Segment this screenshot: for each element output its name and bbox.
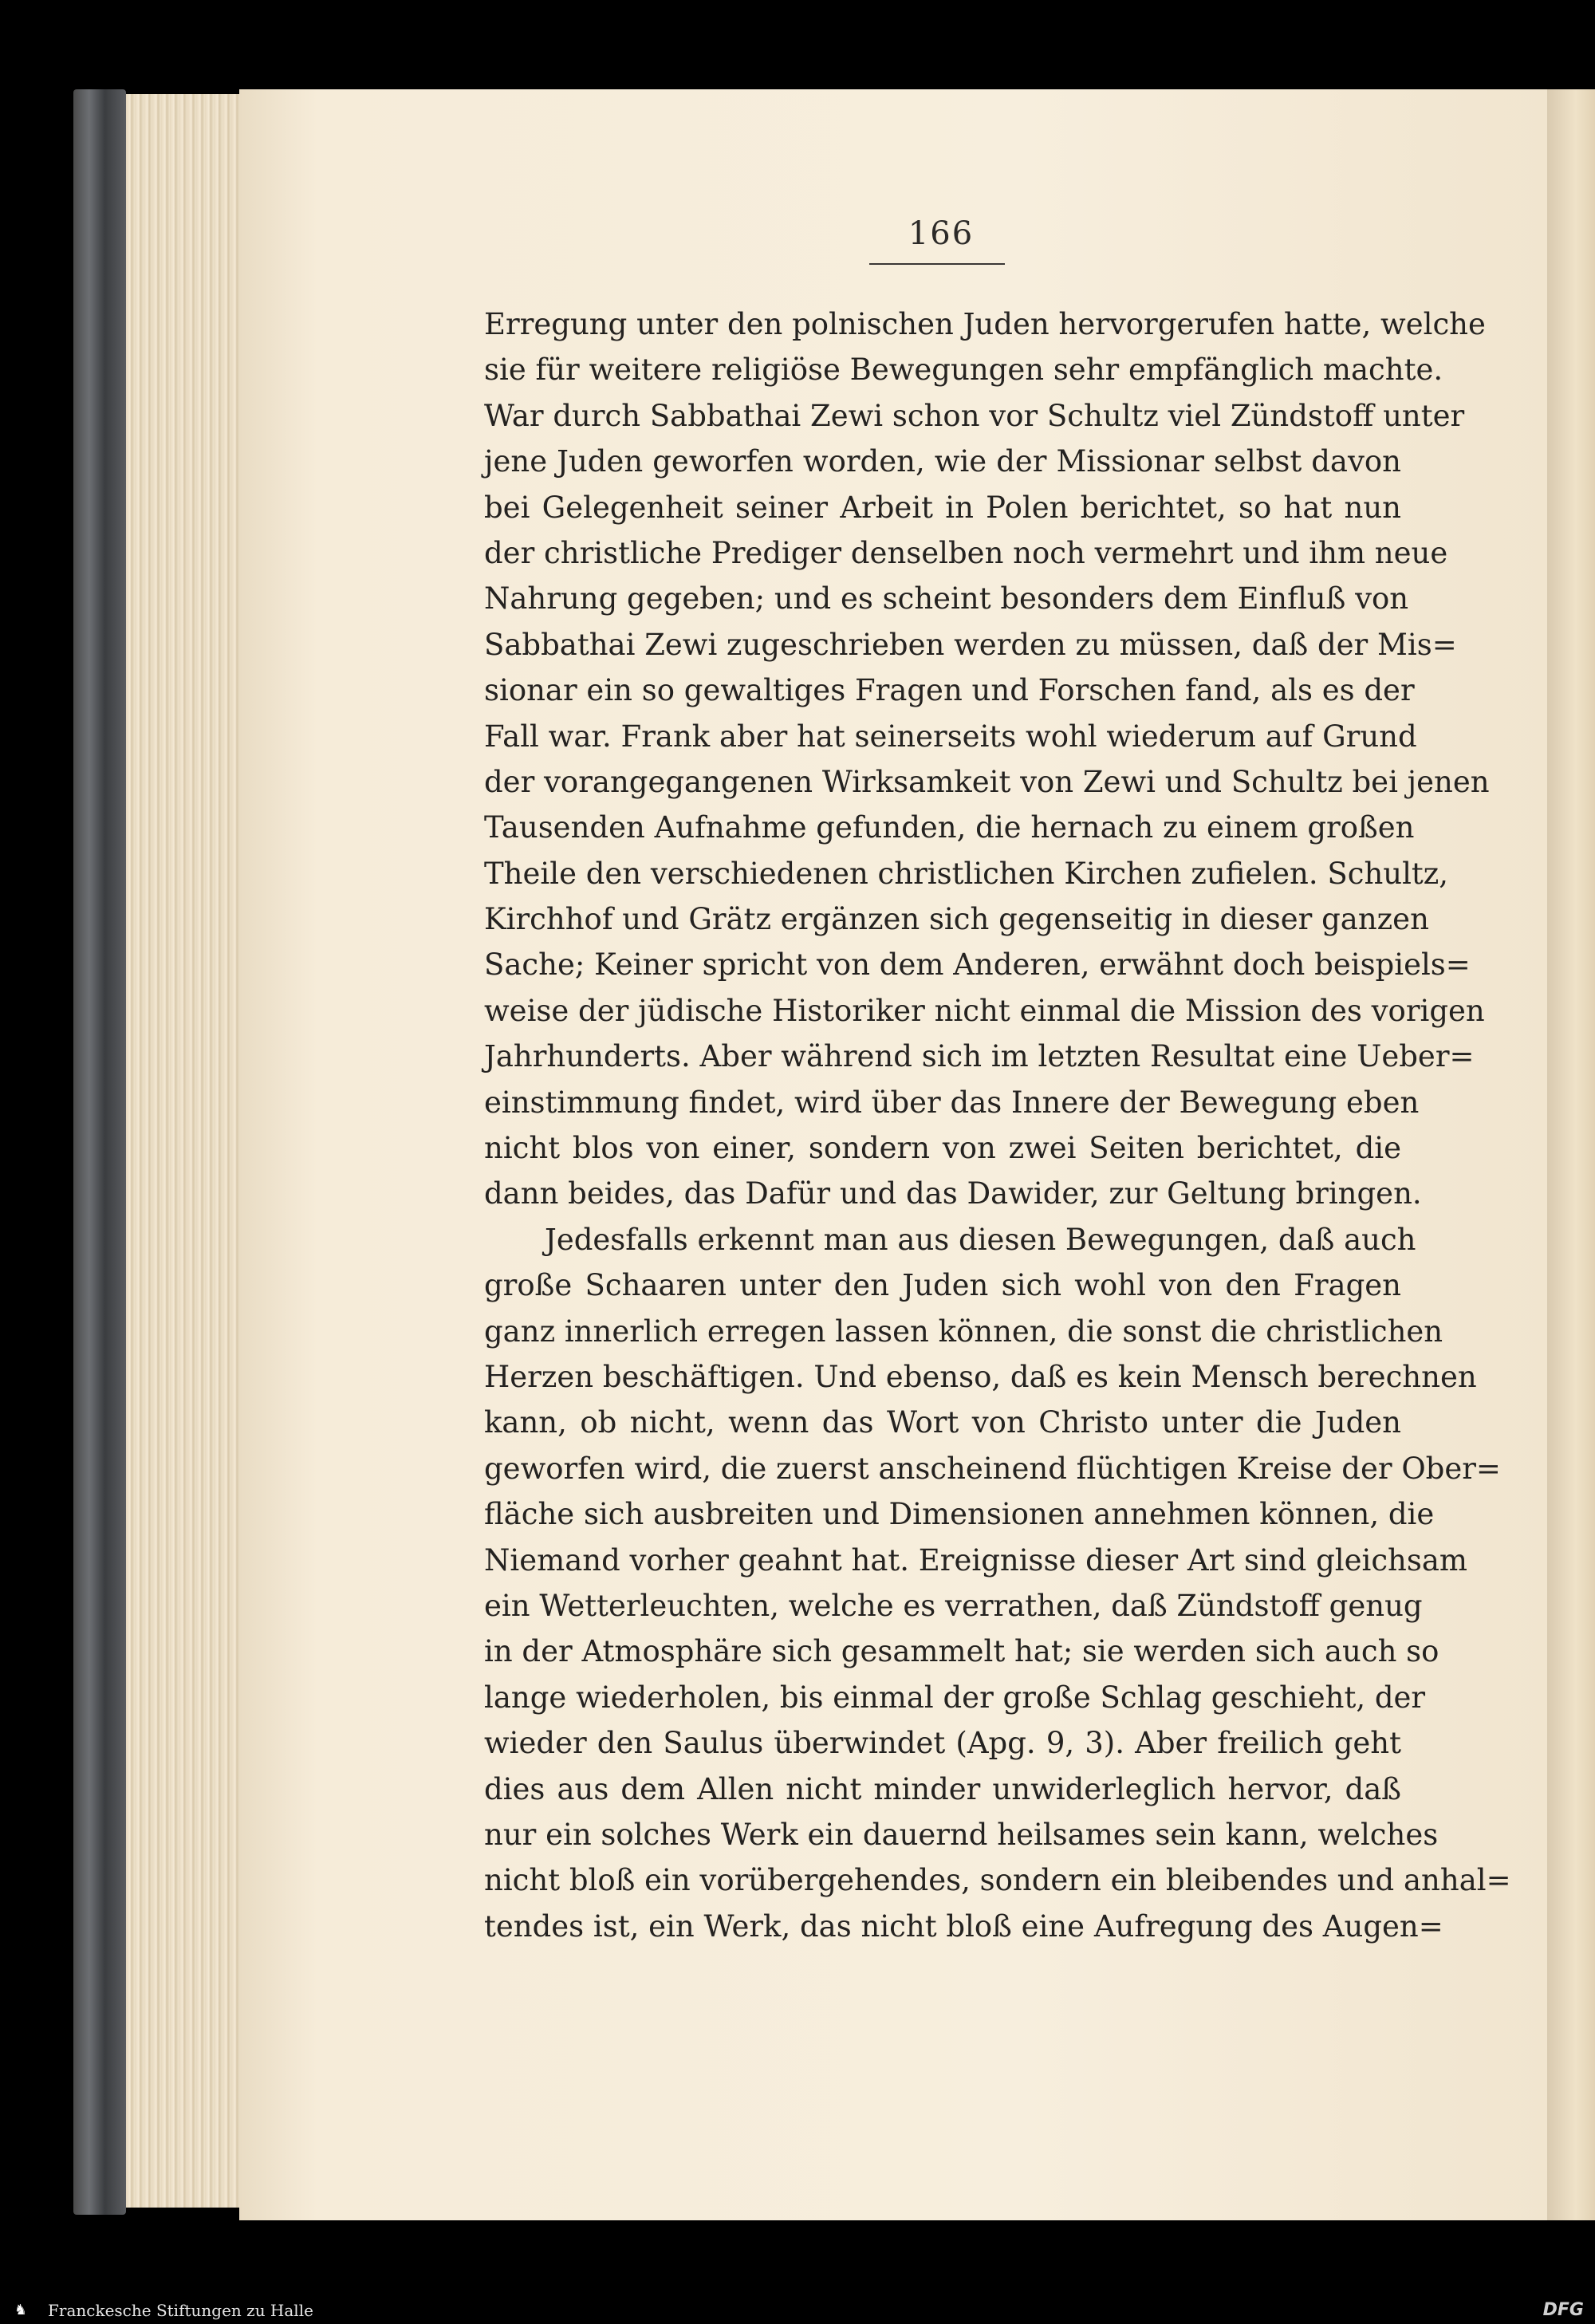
text-line: Erregung unter den polnischen Juden hervorgerufen hatte, welche — [484, 307, 1486, 341]
text-line: der christliche Prediger denselben noch vermehrt und ihm neue — [484, 535, 1448, 570]
facing-page-edge — [1547, 89, 1595, 2220]
text-line: Theile den verschiedenen christlichen Kirchen zufielen. Schultz, — [484, 856, 1449, 891]
text-line: Kirchhof und Grätz ergänzen sich gegenseitig in dieser ganzen — [484, 902, 1429, 937]
text-line: tendes ist, ein Werk, das nicht bloß eine Aufregung des Augen= — [484, 1908, 1443, 1944]
text-line: Herzen beschäftigen. Und ebenso, daß es kein Mensch berechnen — [484, 1359, 1477, 1394]
page-number-rule — [869, 263, 1005, 265]
page-number: 166 — [908, 215, 975, 252]
text-line: Fall war. Frank aber hat seinerseits wohl wiederum auf Grund — [484, 719, 1417, 754]
text-line: jene Juden geworfen worden, wie der Missionar selbst davon — [484, 444, 1401, 479]
text-line: War durch Sabbathai Zewi schon vor Schultz viel Zündstoff unter — [484, 398, 1465, 433]
text-line: einstimmung findet, wird über das Innere der Bewegung eben — [484, 1085, 1420, 1120]
seal-icon: ♞ — [14, 2302, 28, 2318]
text-line: nicht blos von einer, sondern von zwei Seiten berichtet, die — [484, 1131, 1401, 1166]
text-line: Sache; Keiner spricht von dem Anderen, erwähnt doch beispiels= — [484, 947, 1471, 983]
text-line: geworfen wird, die zuerst anscheinend flüchtigen Kreise der Ober= — [484, 1451, 1501, 1486]
text-line: Jedesfalls erkennt man aus diesen Bewegungen, daß auch — [545, 1222, 1416, 1257]
text-line: dann beides, das Dafür und das Dawider, zur Geltung bringen. — [484, 1176, 1422, 1211]
viewer-footer — [0, 2297, 1595, 2324]
text-line: fläche sich ausbreiten und Dimensionen annehmen können, die — [484, 1497, 1435, 1532]
dfg-logo: DFG — [1542, 2300, 1584, 2320]
text-line: Tausenden Aufnahme gefunden, die hernach zu einem großen — [484, 810, 1415, 845]
text-line: wieder den Saulus überwindet (Apg. 9, 3). Aber freilich geht — [484, 1726, 1401, 1761]
text-line: nicht bloß ein vorübergehendes, sondern ein bleibendes und anhal= — [484, 1863, 1511, 1898]
text-line: lange wiederholen, bis einmal der große Schlag geschieht, der — [484, 1680, 1426, 1715]
page-stack-edges — [126, 94, 246, 2208]
text-line: Niemand vorher geahnt hat. Ereignisse dieser Art sind gleichsam — [484, 1542, 1467, 1578]
text-line: ganz innerlich erregen lassen können, die sonst die christlichen — [484, 1314, 1443, 1349]
text-line: in der Atmosphäre sich gesammelt hat; sie werden sich auch so — [484, 1634, 1439, 1669]
text-line: Jahrhunderts. Aber während sich im letzten Resultat eine Ueber= — [484, 1039, 1475, 1074]
text-line: der vorangegangenen Wirksamkeit von Zewi und Schultz bei jenen — [484, 764, 1490, 799]
institution-label: Franckesche Stiftungen zu Halle — [48, 2301, 313, 2320]
text-line: sie für weitere religiöse Bewegungen sehr empfänglich machte. — [484, 353, 1443, 388]
text-line: kann, ob nicht, wenn das Wort von Christo unter die Juden — [484, 1405, 1401, 1440]
text-line: sionar ein so gewaltiges Fragen und Forschen fand, als es der — [484, 673, 1415, 708]
page-text — [484, 301, 1511, 1949]
text-line: dies aus dem Allen nicht minder unwiderleglich hervor, daß — [484, 1771, 1401, 1806]
text-line: große Schaaren unter den Juden sich wohl von den Fragen — [484, 1268, 1401, 1303]
text-line: Nahrung gegeben; und es scheint besonders dem Einfluß von — [484, 581, 1409, 616]
text-line: Sabbathai Zewi zugeschrieben werden zu müssen, daß der Mis= — [484, 627, 1457, 662]
book-spine-edge — [73, 89, 126, 2215]
text-line: nur ein solches Werk ein dauernd heilsames sein kann, welches — [484, 1817, 1439, 1852]
text-line: weise der jüdische Historiker nicht einmal die Mission des vorigen — [484, 993, 1485, 1028]
text-line: ein Wetterleuchten, welche es verrathen, daß Zündstoff genug — [484, 1588, 1423, 1623]
text-line: bei Gelegenheit seiner Arbeit in Polen berichtet, so hat nun — [484, 490, 1401, 525]
